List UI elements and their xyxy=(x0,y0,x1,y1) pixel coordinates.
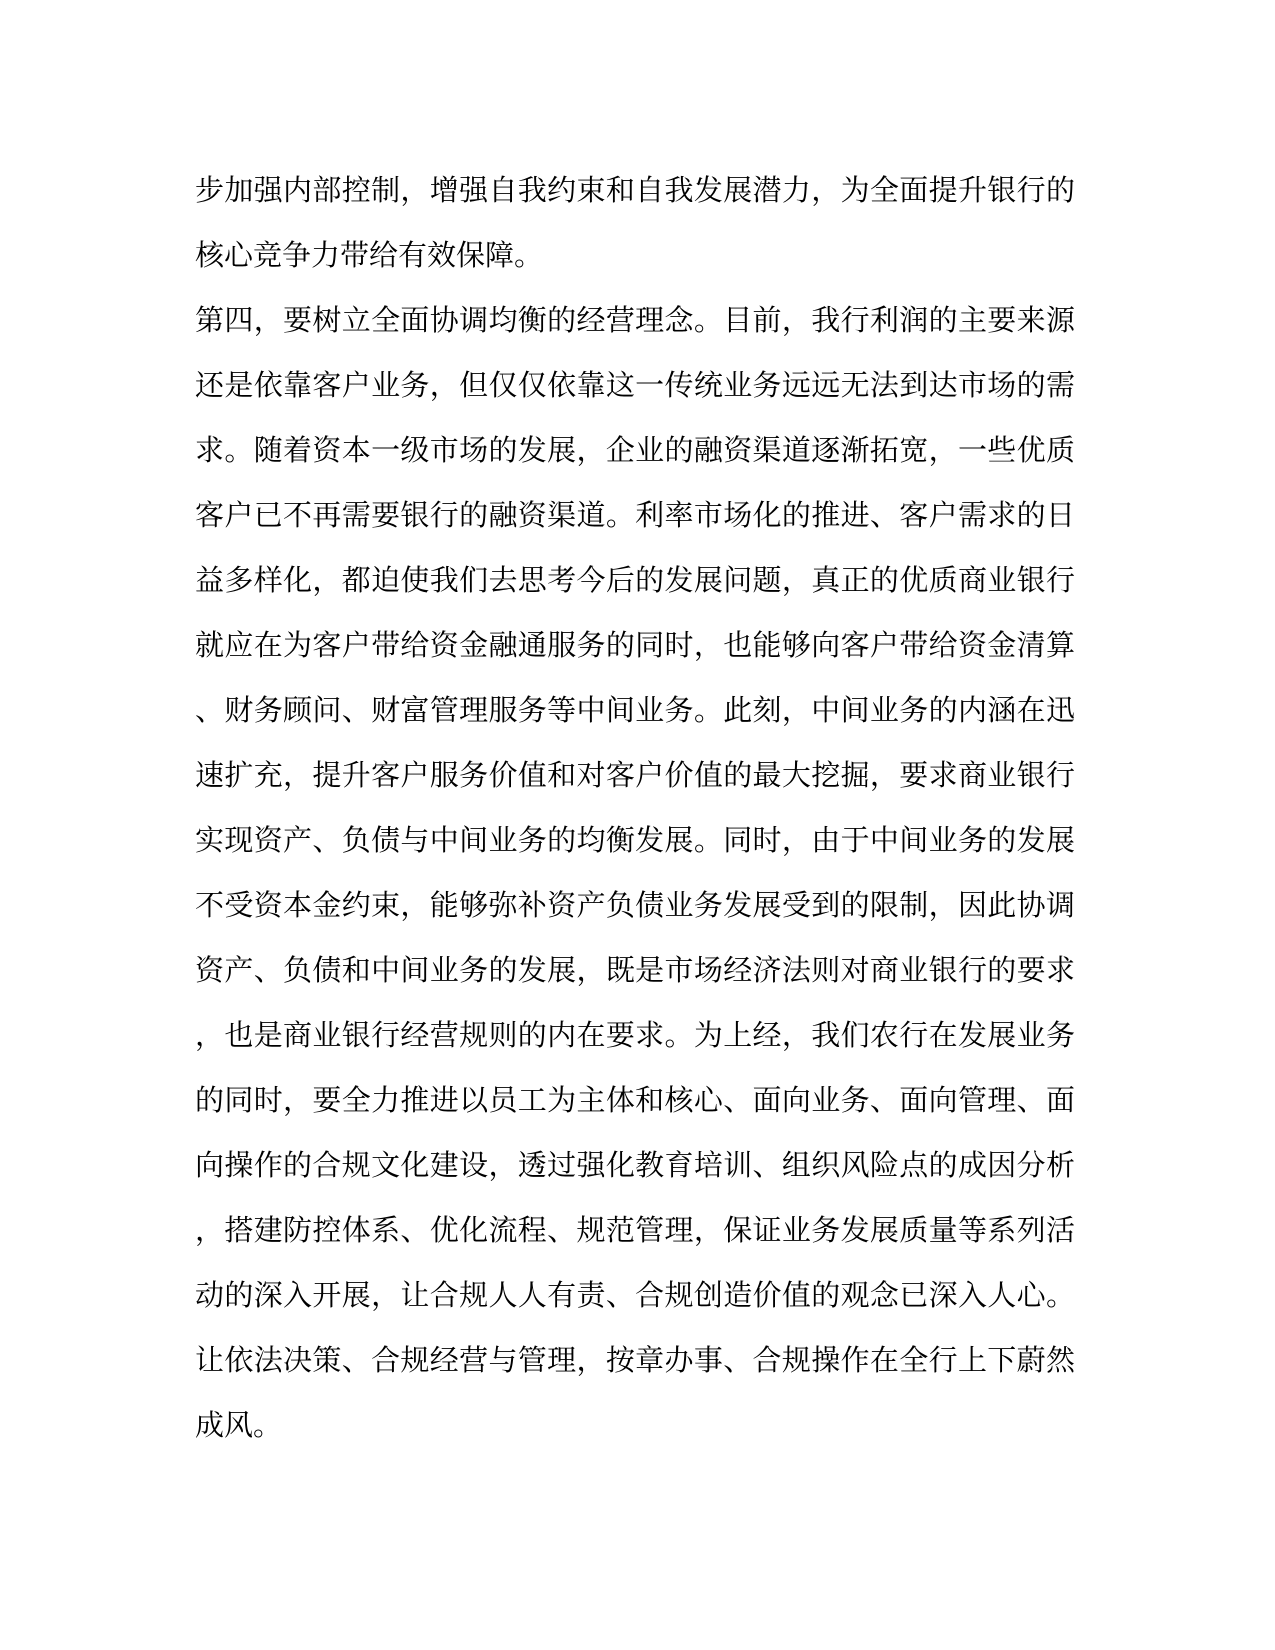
text-line: 就应在为客户带给资金融通服务的同时，也能够向客户带给资金清算 xyxy=(195,628,1075,662)
text-line: 资产、负债和中间业务的发展，既是市场经济法则对商业银行的要求 xyxy=(195,953,1075,987)
text-line: 求。随着资本一级市场的发展，企业的融资渠道逐渐拓宽，一些优质 xyxy=(195,433,1075,467)
text-line: 第四，要树立全面协调均衡的经营理念。目前，我行利润的主要来源 xyxy=(195,303,1075,337)
text-line: 客户已不再需要银行的融资渠道。利率市场化的推进、客户需求的日 xyxy=(195,498,1075,532)
text-line: ，搭建防控体系、优化流程、规范管理，保证业务发展质量等系列活 xyxy=(195,1213,1075,1247)
text-line: 的同时，要全力推进以员工为主体和核心、面向业务、面向管理、面 xyxy=(195,1083,1075,1117)
text-line: 还是依靠客户业务，但仅仅依靠这一传统业务远远无法到达市场的需 xyxy=(195,368,1075,402)
text-line: 动的深入开展，让合规人人有责、合规创造价值的观念已深入人心。 xyxy=(195,1278,1075,1312)
text-line: 不受资本金约束，能够弥补资产负债业务发展受到的限制，因此协调 xyxy=(195,888,1075,922)
text-line: 实现资产、负债与中间业务的均衡发展。同时，由于中间业务的发展 xyxy=(195,823,1075,857)
text-line: 、财务顾问、财富管理服务等中间业务。此刻，中间业务的内涵在迅 xyxy=(195,693,1075,727)
text-line: ，也是商业银行经营规则的内在要求。为上经，我们农行在发展业务 xyxy=(195,1018,1075,1052)
text-line: 速扩充，提升客户服务价值和对客户价值的最大挖掘，要求商业银行 xyxy=(195,758,1075,792)
text-line: 核心竞争力带给有效保障。 xyxy=(195,238,544,272)
text-line: 让依法决策、合规经营与管理，按章办事、合规操作在全行上下蔚然 xyxy=(195,1343,1075,1377)
text-line: 向操作的合规文化建设，透过强化教育培训、组织风险点的成因分析 xyxy=(195,1148,1075,1182)
text-line: 成风。 xyxy=(195,1408,283,1442)
text-line: 益多样化，都迫使我们去思考今后的发展问题，真正的优质商业银行 xyxy=(195,563,1075,597)
text-line: 步加强内部控制，增强自我约束和自我发展潜力，为全面提升银行的 xyxy=(195,173,1075,207)
body-text xyxy=(195,158,1075,1458)
